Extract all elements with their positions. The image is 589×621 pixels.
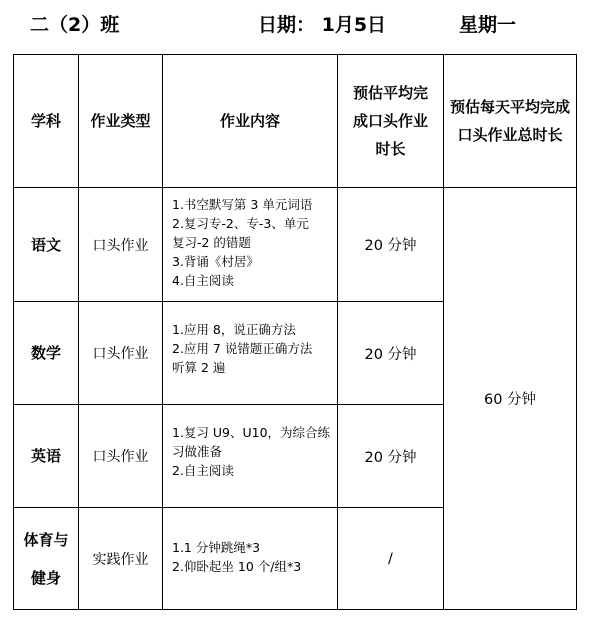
- content-line: 2.复习专-2、专-3、单元: [172, 216, 309, 231]
- content-line: 4.自主阅读: [172, 273, 234, 288]
- content-cell: [163, 508, 338, 610]
- subject-cell: 数学: [14, 302, 79, 405]
- header-time-line: 成口头作业: [352, 112, 428, 130]
- content-line: 1.书空默写第 3 单元词语: [172, 197, 313, 212]
- time-cell: /: [338, 508, 444, 610]
- table-row: [14, 188, 577, 302]
- subject-cell: 语文: [14, 188, 79, 302]
- class-name: 二（2）班: [30, 14, 120, 36]
- header-content: 作业内容: [163, 55, 338, 188]
- content-line: 3.背诵《村居》: [172, 254, 259, 269]
- content-cell: [163, 405, 338, 508]
- content-line: 1.1 分钟跳绳*3: [172, 540, 261, 555]
- subject-line: 体育与: [23, 530, 69, 549]
- time-cell: 20 分钟: [338, 188, 444, 302]
- content-line: 复习-2 的错题: [172, 235, 251, 250]
- date-label: 日期： 1月5日: [258, 14, 387, 36]
- header-time: [338, 55, 444, 188]
- type-cell: 口头作业: [79, 188, 163, 302]
- homework-table: [13, 54, 577, 610]
- subject-cell: 英语: [14, 405, 79, 508]
- content-line: 1.复习 U9、U10，为综合练: [172, 425, 331, 440]
- weekday-label: 星期一: [459, 14, 517, 36]
- header-total-line: 口头作业总时长: [457, 126, 563, 144]
- subject-cell: [14, 508, 79, 610]
- header-time-line: 时长: [375, 140, 406, 158]
- content-line: 1.应用 8，说正确方法: [172, 322, 296, 337]
- type-cell: 口头作业: [79, 302, 163, 405]
- content-line: 2.仰卧起坐 10 个/组*3: [172, 559, 302, 574]
- type-cell: 实践作业: [79, 508, 163, 610]
- content-line: 听算 2 遍: [172, 360, 226, 375]
- header-total-line: 预估每天平均完成: [449, 98, 570, 116]
- subject-line: 健身: [30, 568, 61, 587]
- type-cell: 口头作业: [79, 405, 163, 508]
- header-total: [444, 55, 577, 188]
- content-line: 2.自主阅读: [172, 463, 234, 478]
- total-time-cell: 60 分钟: [444, 188, 577, 610]
- time-cell: 20 分钟: [338, 405, 444, 508]
- time-cell: 20 分钟: [338, 302, 444, 405]
- content-cell: [163, 188, 338, 302]
- header-type: 作业类型: [79, 55, 163, 188]
- content-cell: [163, 302, 338, 405]
- table-header-row: [14, 55, 577, 188]
- header-subject: 学科: [14, 55, 79, 188]
- content-line: 2.应用 7 说错题正确方法: [172, 341, 313, 356]
- header-time-line: 预估平均完: [352, 84, 428, 102]
- content-line: 习做准备: [172, 444, 223, 459]
- page-header: [0, 8, 589, 38]
